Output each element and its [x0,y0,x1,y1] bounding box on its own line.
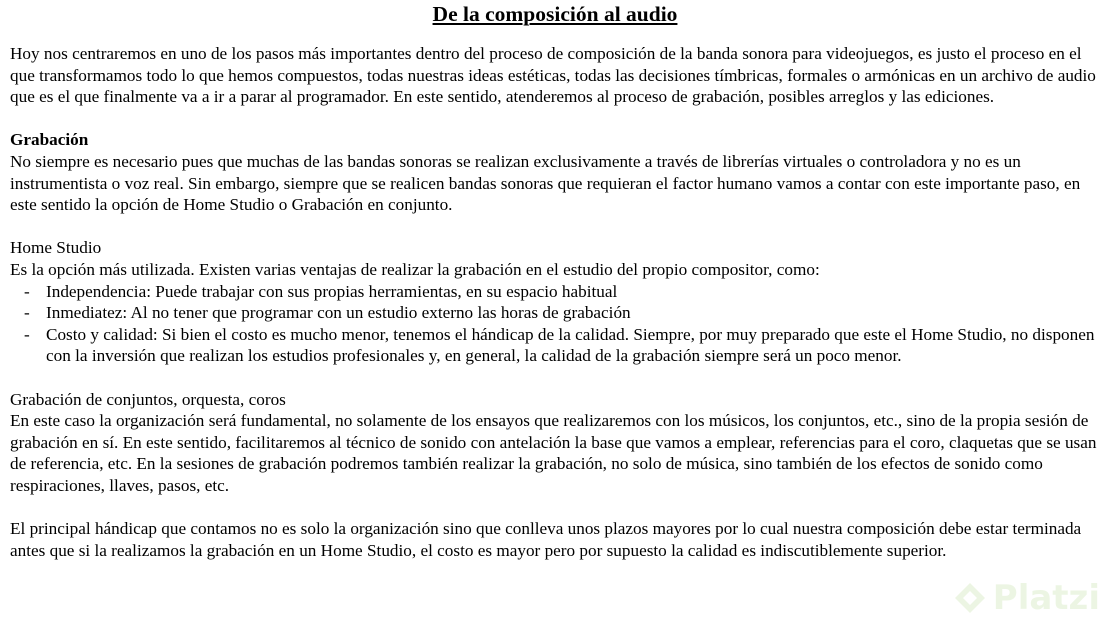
list-item [24,302,1100,324]
platzi-watermark [953,578,1100,618]
section-heading-conjuntos: Grabación de conjuntos, orquesta, coros [10,389,286,409]
dash-bullet: - [24,303,30,323]
platzi-logo-icon [953,581,987,615]
dash-bullet: - [24,281,30,301]
list-item-text: Independencia: Puede trabajar con sus propias herramientas, en su espacio habitual [46,281,618,301]
watermark-text: Platzi [992,578,1100,618]
document [10,0,1100,561]
section-heading-grabacion: Grabación [10,130,89,150]
list-item-text: Costo y calidad: Si bien el costo es mucho menor, tenemos el hándicap de la calidad. Siempre, por muy preparado que este el Home Studio, no disponen con la inversión que realizan los estudios profesionales y, en general, la calidad de la grabación siempre será un poco menor. [46,324,1095,366]
intro-paragraph: Hoy nos centraremos en uno de los pasos más importantes dentro del proceso de composición de la banda sonora para videojuegos, es justo el proceso en el que transformamos todo lo que hemos compuestos, todas nuestras ideas estéticas, todas las decisiones tímbricas, formales o armónicas en un archivo de audio que es el que finalmente va a ir a parar al programador. En este sentido, atenderemos al proceso de grabación, posibles arreglos y las ediciones. [10,44,1096,107]
conclusion-paragraph: El principal hándicap que contamos no es solo la organización sino que conlleva unos plazos mayores por lo cual nuestra composición debe estar terminada antes que si la realizamos la grabación en un Home Studio, el costo es mayor pero por supuesto la calidad es indiscutiblemente superior. [10,519,1082,560]
home-studio-advantages-list [10,281,1100,367]
page-title: De la composición al audio [432,2,678,26]
dash-bullet: - [24,324,30,344]
list-item [24,324,1100,367]
list-item-text: Inmediatez: Al no tener que programar con un estudio externo las horas de grabación [46,303,631,323]
section-heading-home-studio: Home Studio [10,238,102,258]
grabacion-paragraph: No siempre es necesario pues que muchas de las bandas sonoras se realizan exclusivamente a través de librerías virtuales o controladora y no es un instrumentista o voz real. Sin embargo, siempre que se realicen bandas sonoras que requieran el factor humano vamos a contar con este importante paso, en este sentido la opción de Home Studio o Grabación en conjunto. [10,151,1081,215]
conjuntos-paragraph: En este caso la organización será fundamental, no solamente de los ensayos que realizaremos con los músicos, los conjuntos, etc., sino de la propia sesión de grabación en sí. En este sentido, facilitaremos al técnico de sonido con antelación la base que vamos a emplear, referencias para el coro, claquetas que se usan de referencia, etc. En la sesiones de grabación podremos también realizar la grabación, no solo de música, sino también de los efectos de sonido como respiraciones, llaves, pasos, etc. [10,411,1097,495]
home-studio-paragraph: Es la opción más utilizada. Existen varias ventajas de realizar la grabación en el estudio del propio compositor, como: [10,259,820,279]
list-item [24,281,1100,303]
